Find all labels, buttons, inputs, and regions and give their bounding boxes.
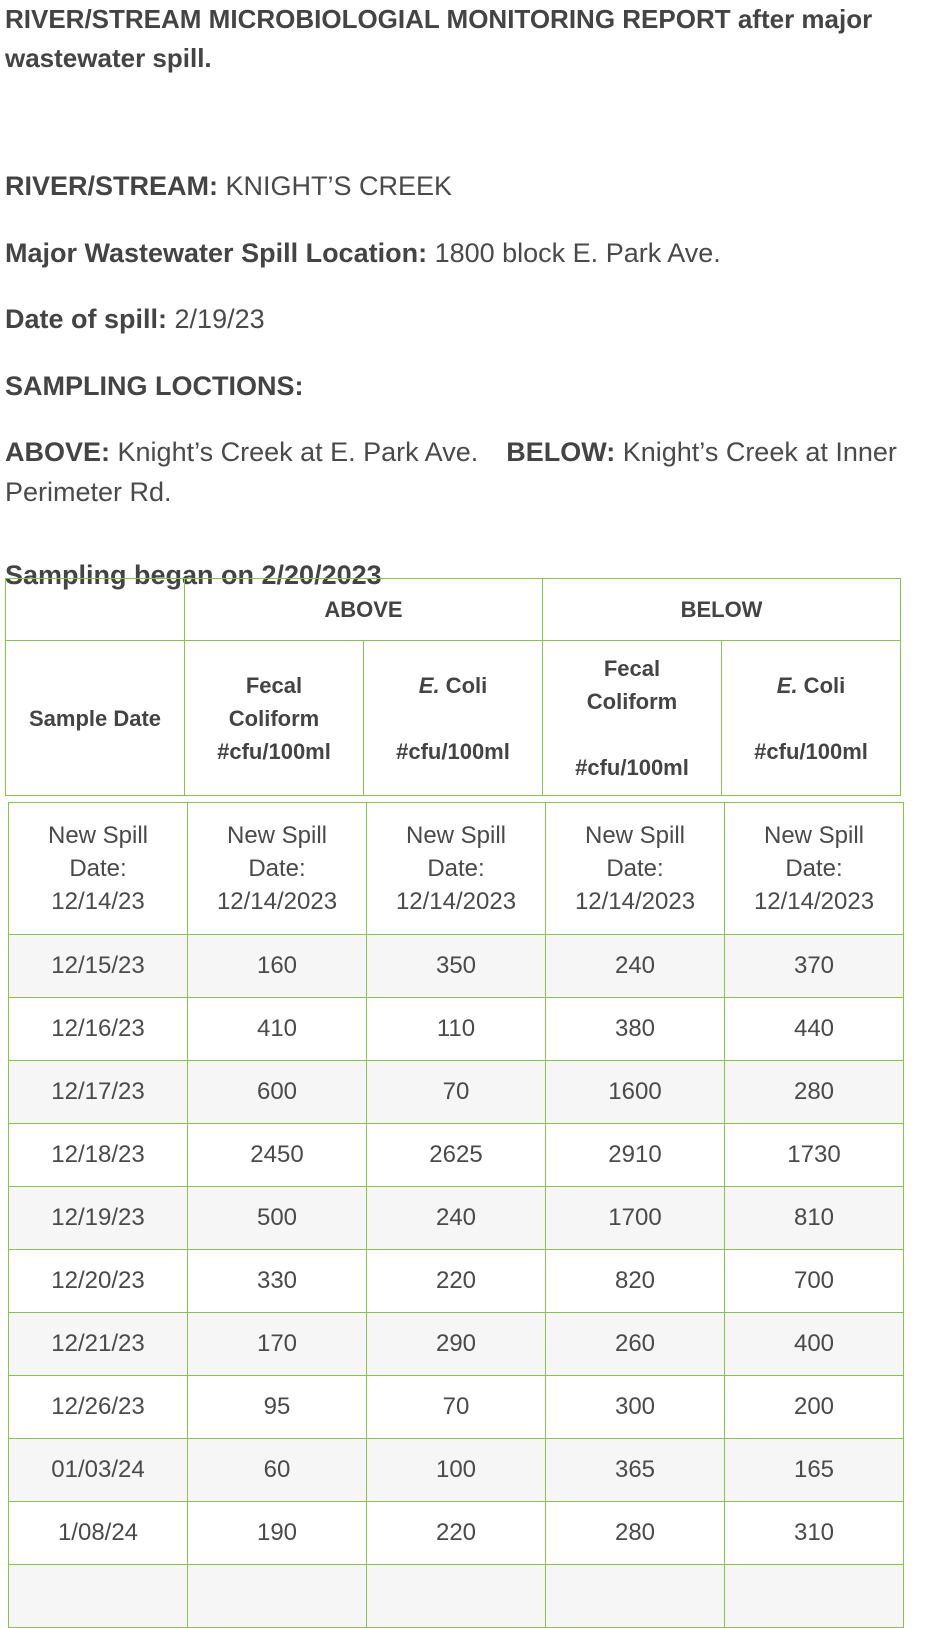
sample-date-cell: 1/08/24 [9,1502,188,1565]
table-row [9,1439,904,1502]
header-below-ecoli: E. Coli #cfu/100ml [722,641,901,796]
above-fecal-cell: 410 [188,998,367,1061]
sample-date-cell: 12/20/23 [9,1250,188,1313]
spill-date-label: Date of spill: [5,304,168,334]
spill-location-field [5,233,721,273]
sample-date-cell [9,1565,188,1628]
above-ecoli-cell: 110 [367,998,546,1061]
table-row [9,1313,904,1376]
below-ecoli-cell: 700 [725,1250,904,1313]
above-label: ABOVE: [5,437,111,467]
sample-date-cell: 12/19/23 [9,1187,188,1250]
below-fecal-cell: 260 [546,1313,725,1376]
table-row [9,935,904,998]
below-ecoli-cell: 440 [725,998,904,1061]
below-ecoli-cell: 810 [725,1187,904,1250]
above-fecal-cell: 170 [188,1313,367,1376]
header-above: ABOVE [185,579,543,641]
below-ecoli-cell [725,1565,904,1628]
below-fecal-cell: 820 [546,1250,725,1313]
below-ecoli-cell: 310 [725,1502,904,1565]
below-ecoli-cell: 200 [725,1376,904,1439]
header-below-fecal: Fecal Coliform #cfu/100ml [543,641,722,796]
spill-date-cell: New Spill Date: 12/14/23 [9,803,188,935]
sample-date-cell: 12/21/23 [9,1313,188,1376]
above-ecoli-cell: 290 [367,1313,546,1376]
spill-date-value: 2/19/23 [174,304,265,334]
below-ecoli-cell: 1730 [725,1124,904,1187]
above-ecoli-cell: 240 [367,1187,546,1250]
above-ecoli-cell: 100 [367,1439,546,1502]
below-ecoli-cell: 165 [725,1439,904,1502]
below-fecal-cell [546,1565,725,1628]
above-fecal-cell: 60 [188,1439,367,1502]
table-row [9,998,904,1061]
sample-date-cell: 01/03/24 [9,1439,188,1502]
sampling-locations-heading: SAMPLING LOCTIONS: [5,371,304,401]
below-ecoli-cell: 280 [725,1061,904,1124]
sampling-began: Sampling began on 2/20/2023 [5,560,382,590]
sample-date-cell: 12/15/23 [9,935,188,998]
header-above-ecoli: E. Coli #cfu/100ml [364,641,543,796]
below-fecal-cell: 1600 [546,1061,725,1124]
header-below: BELOW [543,579,901,641]
below-value: Knight’s Creek at Inner Perimeter Rd. [5,437,897,507]
table-row [9,1250,904,1313]
table-row [9,1124,904,1187]
above-ecoli-cell: 220 [367,1502,546,1565]
spill-above-fecal-cell: New Spill Date: 12/14/2023 [188,803,367,935]
below-fecal-cell: 300 [546,1376,725,1439]
header-sample-date: Sample Date [6,641,185,796]
report-page [5,0,935,1546]
table-row [9,1376,904,1439]
above-ecoli-cell: 2625 [367,1124,546,1187]
above-fecal-cell: 330 [188,1250,367,1313]
sample-date-cell: 12/16/23 [9,998,188,1061]
above-ecoli-cell [367,1565,546,1628]
header-above-fecal: Fecal Coliform #cfu/100ml [185,641,364,796]
report-title: RIVER/STREAM MICROBIOLOGIAL MONITORING REPORT after major wastewater spill. [5,4,873,73]
sample-date-cell: 12/18/23 [9,1124,188,1187]
above-ecoli-cell: 220 [367,1250,546,1313]
above-ecoli-cell: 350 [367,935,546,998]
header-blank [6,579,185,641]
table-row [9,1061,904,1124]
column-header-row [6,641,901,796]
above-fecal-cell: 95 [188,1376,367,1439]
above-fecal-cell: 190 [188,1502,367,1565]
below-ecoli-cell: 400 [725,1313,904,1376]
table-row [9,1187,904,1250]
above-fecal-cell: 2450 [188,1124,367,1187]
sample-date-cell: 12/17/23 [9,1061,188,1124]
sample-date-cell: 12/26/23 [9,1376,188,1439]
below-fecal-cell: 1700 [546,1187,725,1250]
above-fecal-cell: 500 [188,1187,367,1250]
below-fecal-cell: 380 [546,998,725,1061]
spill-date-field [5,299,265,339]
below-ecoli-cell: 370 [725,935,904,998]
above-ecoli-cell: 70 [367,1061,546,1124]
spill-above-ecoli-cell: New Spill Date: 12/14/2023 [367,803,546,935]
results-table-header [5,578,901,796]
above-fecal-cell [188,1565,367,1628]
below-fecal-cell: 365 [546,1439,725,1502]
spill-location-label: Major Wastewater Spill Location: [5,238,428,268]
table-row [9,1502,904,1565]
spill-below-fecal-cell: New Spill Date: 12/14/2023 [546,803,725,935]
new-spill-row [9,803,904,935]
river-value: KNIGHT’S CREEK [225,171,453,201]
above-fecal-cell: 160 [188,935,367,998]
spill-location-value: 1800 block E. Park Ave. [434,238,721,268]
above-ecoli-cell: 70 [367,1376,546,1439]
above-fecal-cell: 600 [188,1061,367,1124]
above-value: Knight’s Creek at E. Park Ave. [117,437,479,467]
spill-below-ecoli-cell: New Spill Date: 12/14/2023 [725,803,904,935]
sampling-locations [5,432,930,512]
below-fecal-cell: 2910 [546,1124,725,1187]
below-fecal-cell: 240 [546,935,725,998]
river-label: RIVER/STREAM: [5,171,219,201]
table-row [9,1565,904,1628]
below-label: BELOW: [506,437,616,467]
below-fecal-cell: 280 [546,1502,725,1565]
river-field [5,166,452,206]
results-table-body [8,802,904,1628]
group-header-row [6,579,901,641]
